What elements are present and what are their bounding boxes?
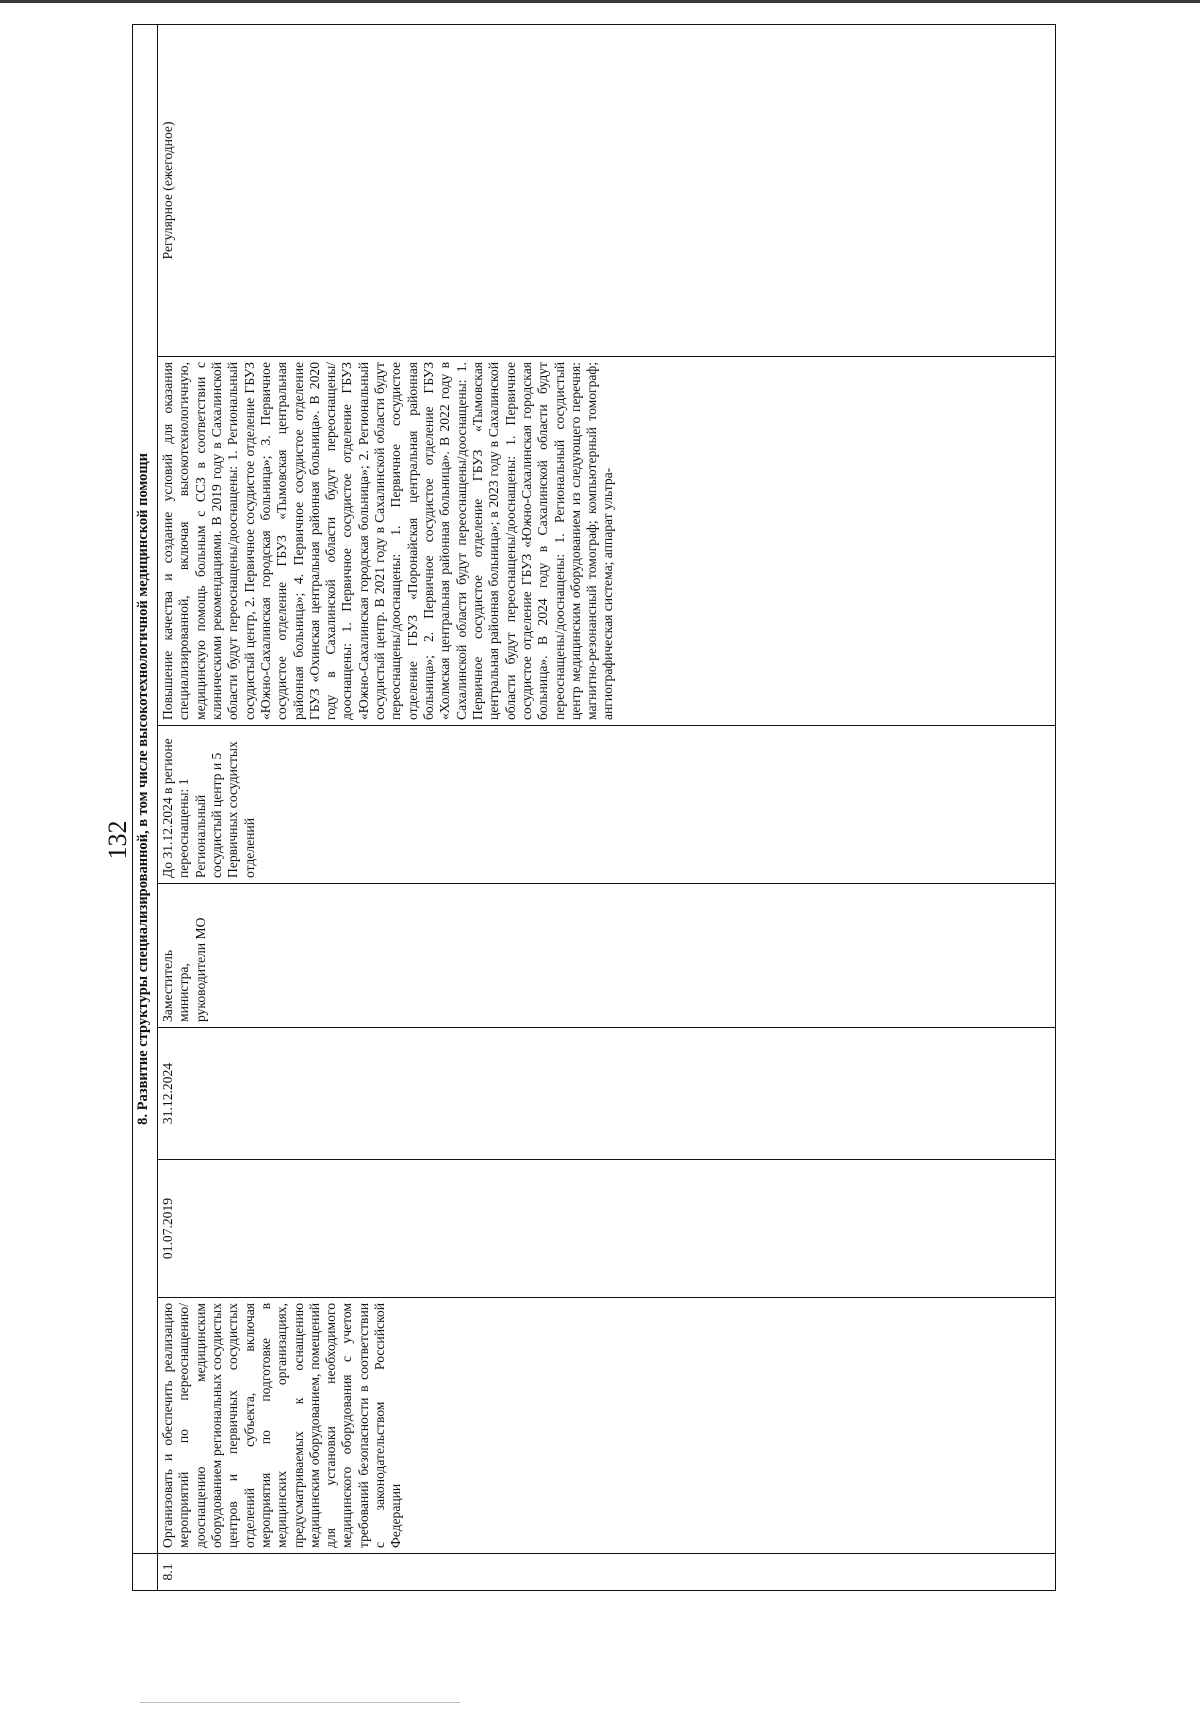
page-number: 132 — [103, 820, 132, 860]
scan-edge-bottom — [140, 1702, 460, 1703]
row-details: Повышение качества и создание условий для оказания специализированной, включая высокотехнологичную, медицинскую помощь больным с ССЗ в соответствии с клиническими рекомендациями. В 2019 году в Сахалинской области будут переоснащены/дооснащены: 1. Региональный сосудистый центр, 2. Первичное сосудистое отделение ГБУЗ «Южно-Сахалинская городская больница»; 3. Первичное сосудистое отделение ГБУЗ «Тымовская центральная районная больница»; 4. Первичное сосудистое отделение ГБУЗ «Охинская центральная районная больница». В 2020 году в Сахалинской области будут переоснащены/дооснащены: 1. Первичное сосудистое отделение ГБУЗ «Южно-Сахалинская городская больница»; 2. Региональный сосудистый центр. В 2021 году в Сахалинской области будут переоснащены/дооснащены: 1. Первичное сосудистое отделение ГБУЗ «Поронайская центральная районная больница»; 2. Первичное сосудистое отделение ГБУЗ «Холмская центральная районная больница». В 2022 году в Сахалинской области будут переоснащены/дооснащены: 1. Первичное сосудистое отделение ГБУЗ «Тымовская центральная районная больница»; в 2023 году в Сахалинской области будут переоснащены/дооснащены: 1. Первичное сосудистое отделение ГБУЗ «Южно-Сахалинская городская больница». В 2024 году в Сахалинской области будут переоснащены/дооснащены: 1. Региональный сосудистый центр медицинским оборудованием из следующего перечня: магнитно-резонансный томограф; компьютерный томограф; ангиографическая система; аппарат ультра- — [158, 357, 1056, 726]
row-description: Организовать и обеспечить реализацию мероприятий по переоснащению/дооснащению медицинским оборудованием региональных сосудистых центров и первичных сосудистых отделений субъекта, включая мероприятия по подготовке в медицинских организациях, предусматриваемых к оснащению медицинским оборудованием, помещений для установки необходимого медицинского оборудования с учетом требований безопасности в соответствии с законодательством Российской Федерации — [158, 1298, 1056, 1554]
row-frequency: Регулярное (ежегодное) — [158, 24, 1056, 356]
row-responsible: Заместитель министра, руководители МО — [158, 884, 1056, 1028]
section-empty-cell — [133, 1554, 158, 1591]
section-row — [133, 24, 158, 1590]
row-number: 8.1 — [158, 1554, 1056, 1591]
row-result: До 31.12.2024 в регионе переоснащены: 1 Региональный сосудистый центр и 5 Первичных сосудистых отделений — [158, 726, 1056, 884]
rotated-page — [132, 25, 1056, 1591]
plan-table — [132, 24, 1056, 1591]
row-start-date: 01.07.2019 — [158, 1160, 1056, 1298]
table-row — [158, 24, 1056, 1590]
section-title: 8. Развитие структуры специализированной, в том числе высокотехнологичной медицинской помощи — [133, 24, 158, 1553]
row-end-date: 31.12.2024 — [158, 1028, 1056, 1160]
scan-edge-top — [0, 0, 1200, 3]
